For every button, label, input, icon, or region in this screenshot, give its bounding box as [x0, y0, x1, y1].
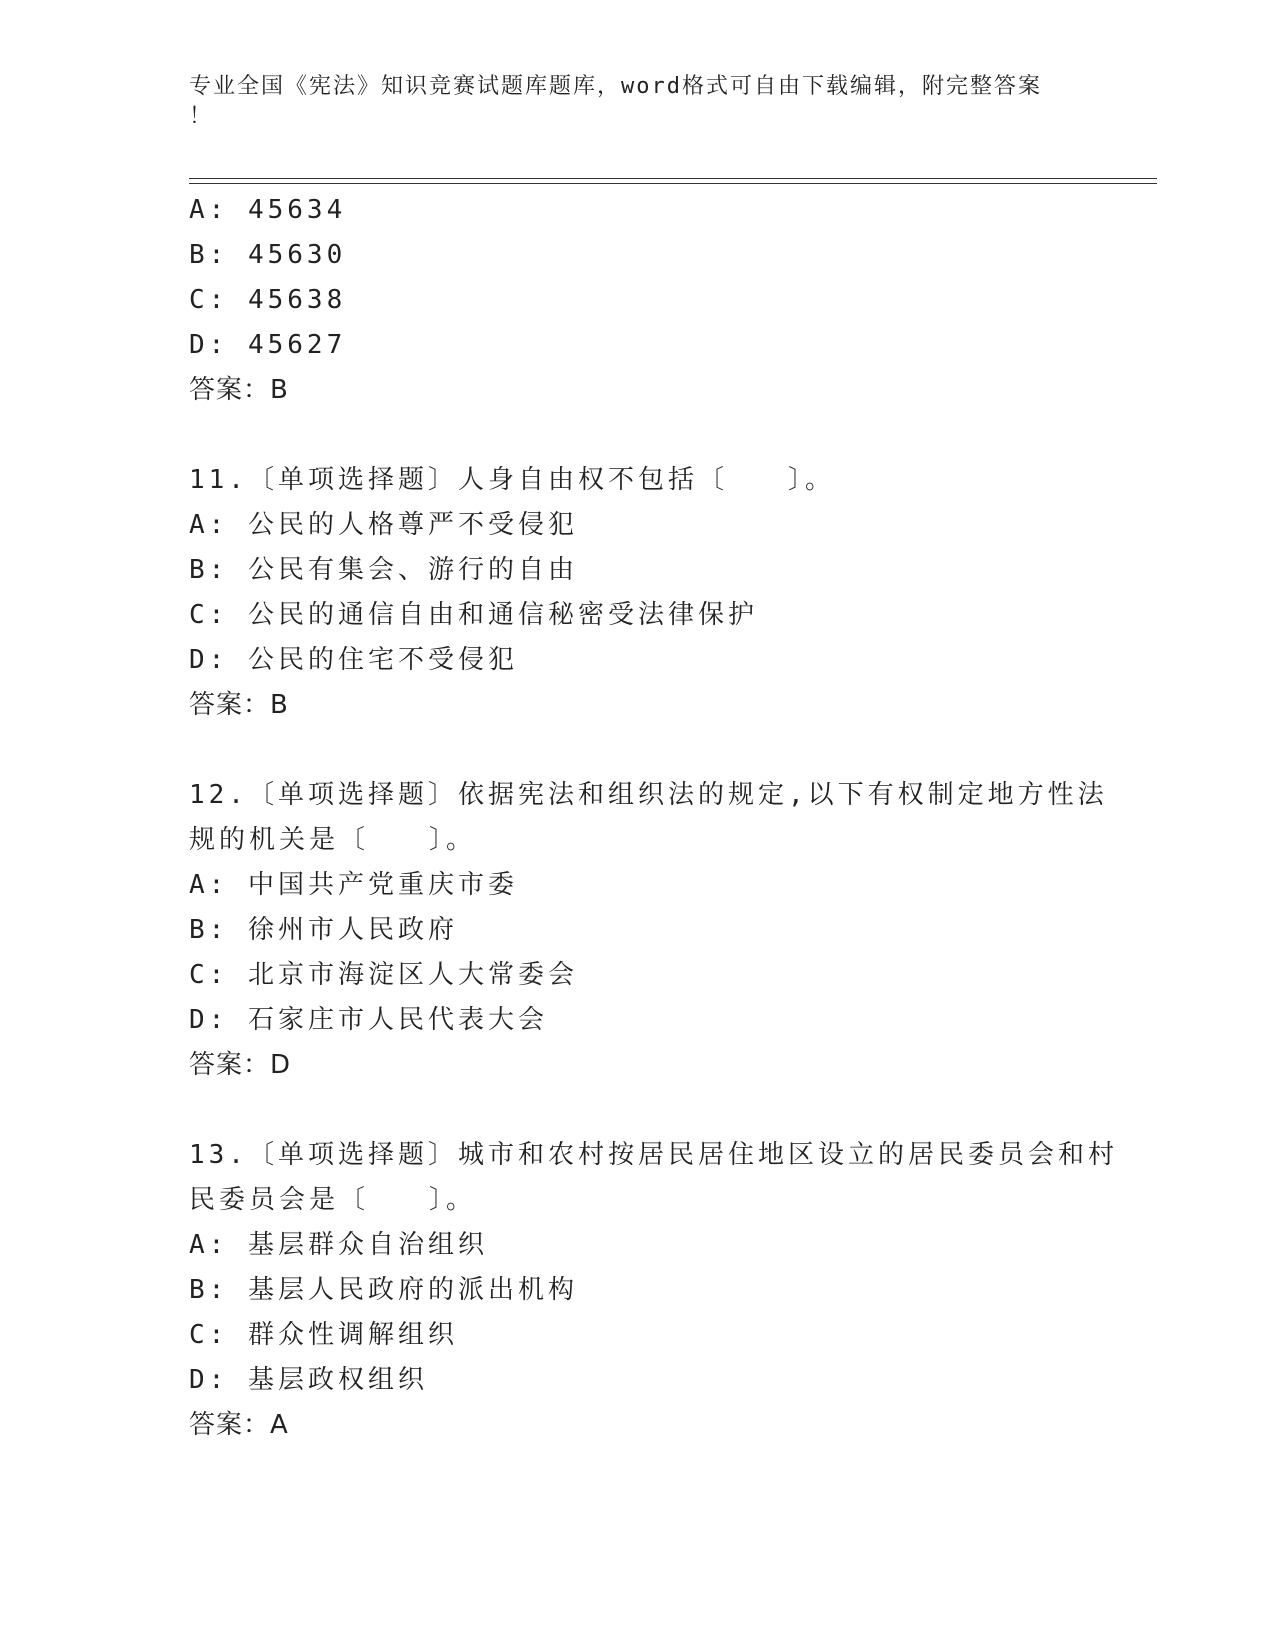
prev-option-b: B: 45630: [189, 240, 347, 270]
q13-option-a: A: 基层群众自治组织: [189, 1230, 488, 1260]
q12-stem-line1: 12.〔单项选择题〕依据宪法和组织法的规定,以下有权制定地方性法: [189, 780, 1108, 810]
q13-stem-line2: 民委员会是〔 〕。: [189, 1185, 477, 1215]
q12-option-a: A: 中国共产党重庆市委: [189, 870, 518, 900]
q12-option-c: C: 北京市海淀区人大常委会: [189, 960, 578, 990]
header-title-line2: ！: [189, 104, 214, 129]
q13-option-d: D: 基层政权组织: [189, 1365, 428, 1395]
header-title-line1: 专业全国《宪法》知识竞赛试题库题库，word格式可自由下载编辑，附完整答案: [189, 74, 1042, 99]
prev-option-a: A: 45634: [189, 195, 347, 225]
q11-option-d: D: 公民的住宅不受侵犯: [189, 645, 518, 675]
q13-answer: 答案：A: [189, 1410, 289, 1440]
header-divider-bottom: [189, 183, 1157, 184]
prev-answer: 答案：B: [189, 375, 289, 405]
q11-stem-line1: 11.〔单项选择题〕人身自由权不包括〔 〕。: [189, 465, 835, 495]
q12-answer: 答案：D: [189, 1050, 292, 1080]
q11-option-c: C: 公民的通信自由和通信秘密受法律保护: [189, 600, 758, 630]
q13-option-c: C: 群众性调解组织: [189, 1320, 458, 1350]
q13-option-b: B: 基层人民政府的派出机构: [189, 1275, 578, 1305]
q11-option-b: B: 公民有集会、游行的自由: [189, 555, 578, 585]
document-header: [189, 72, 1089, 132]
prev-option-d: D: 45627: [189, 330, 347, 360]
q11-answer: 答案：B: [189, 690, 289, 720]
q12-stem-line2: 规的机关是〔 〕。: [189, 825, 477, 855]
q13-stem-line1: 13.〔单项选择题〕城市和农村按居民居住地区设立的居民委员会和村: [189, 1140, 1118, 1170]
q12-option-d: D: 石家庄市人民代表大会: [189, 1005, 548, 1035]
prev-option-c: C: 45638: [189, 285, 347, 315]
header-divider-top: [189, 178, 1157, 179]
q12-option-b: B: 徐州市人民政府: [189, 915, 458, 945]
q11-option-a: A: 公民的人格尊严不受侵犯: [189, 510, 578, 540]
